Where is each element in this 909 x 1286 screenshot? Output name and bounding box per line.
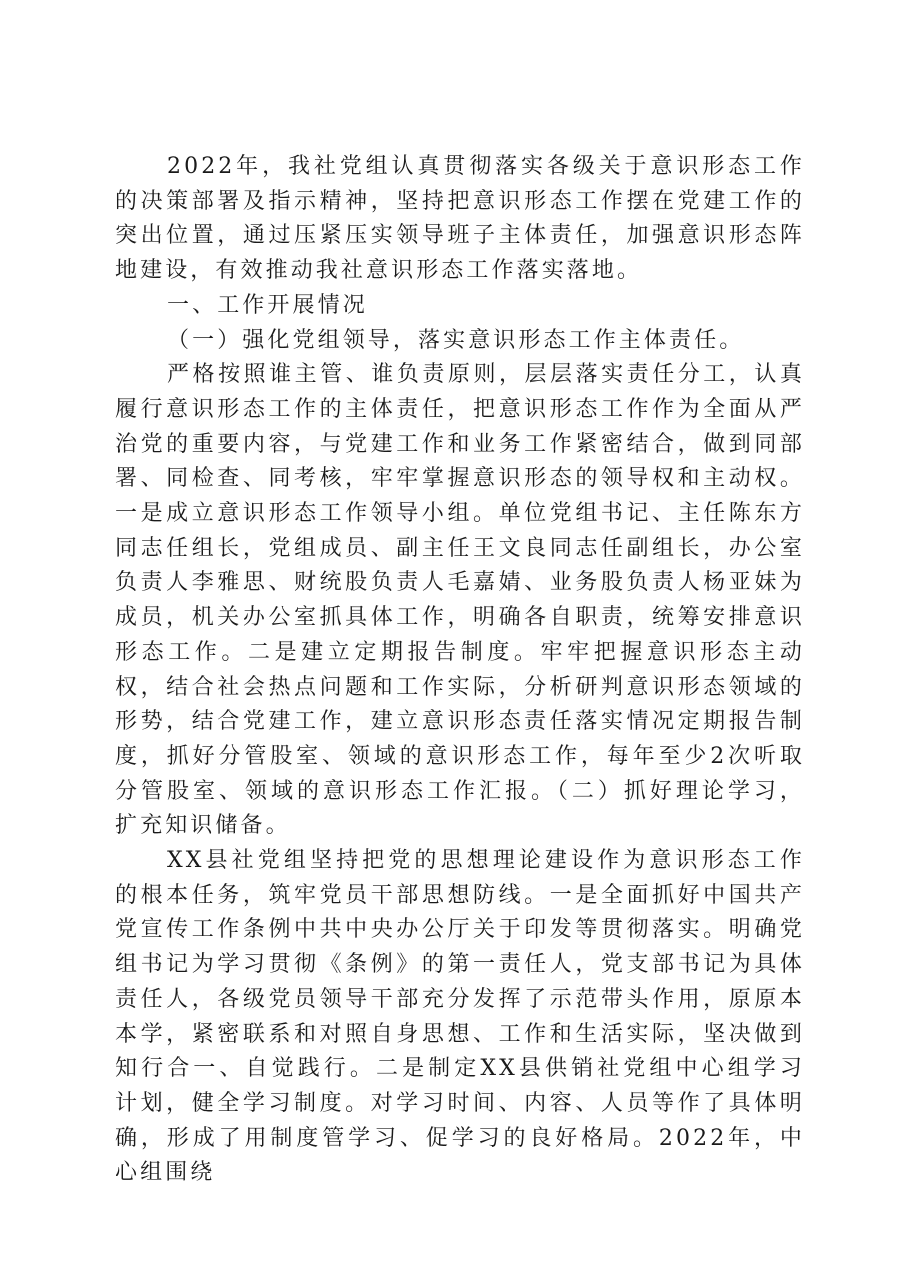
- body-paragraph: 严格按照谁主管、谁负责原则，层层落实责任分工，认真履行意识形态工作的主体责任，把意识形态工作作为全面从严治党的重要内容，与党建工作和业务工作紧密结合，做到同部署、同检查、同考核，牢牢掌握意识形态的领导权和主动权。一是成立意识形态工作领导小组。单位党组书记、主任陈东方同志任组长，党组成员、副主任王文良同志任副组长，办公室负责人李雅思、财统股负责人毛嘉婧、业务股负责人杨亚妹为成员，机关办公室抓具体工作，明确各自职责，统筹安排意识形态工作。二是建立定期报告制度。牢牢把握意识形态主动权，结合社会热点问题和工作实际，分析研判意识形态领域的形势，结合党建工作，建立意识形态责任落实情况定期报告制度，抓好分管股室、领域的意识形态工作，每年至少2次听取分管股室、领域的意识形态工作汇报。（二）抓好理论学习，扩充知识储备。: [115, 362, 805, 839]
- body-paragraph: XX县社党组坚持把党的思想理论建设作为意识形态工作的根本任务，筑牢党员干部思想防线。一是全面抓好中国共产党宣传工作条例中共中央办公厅关于印发等贯彻落实。明确党组书记为学习贯彻《条例》的第一责任人，党支部书记为具体责任人，各级党员领导干部充分发挥了示范带头作用，原原本本学，紧密联系和对照自身思想、工作和生活实际，坚决做到知行合一、自觉践行。二是制定XX县供销社党组中心组学习计划，健全学习制度。对学习时间、内容、人员等作了具体明确，形成了用制度管学习、促学习的良好格局。2022年，中心组围绕: [115, 848, 805, 1186]
- subsection-heading: （一）强化党组领导，落实意识形态工作主体责任。: [167, 327, 745, 353]
- document-body: [115, 150, 805, 1191]
- intro-paragraph: 2022年，我社党组认真贯彻落实各级关于意识形态工作的决策部署及指示精神，坚持把意识形态工作摆在党建工作的突出位置，通过压紧压实领导班子主体责任，加强意识形态阵地建设，有效推动我社意识形态工作落实落地。: [115, 154, 805, 284]
- section-heading: 一、工作开展情况: [167, 292, 368, 318]
